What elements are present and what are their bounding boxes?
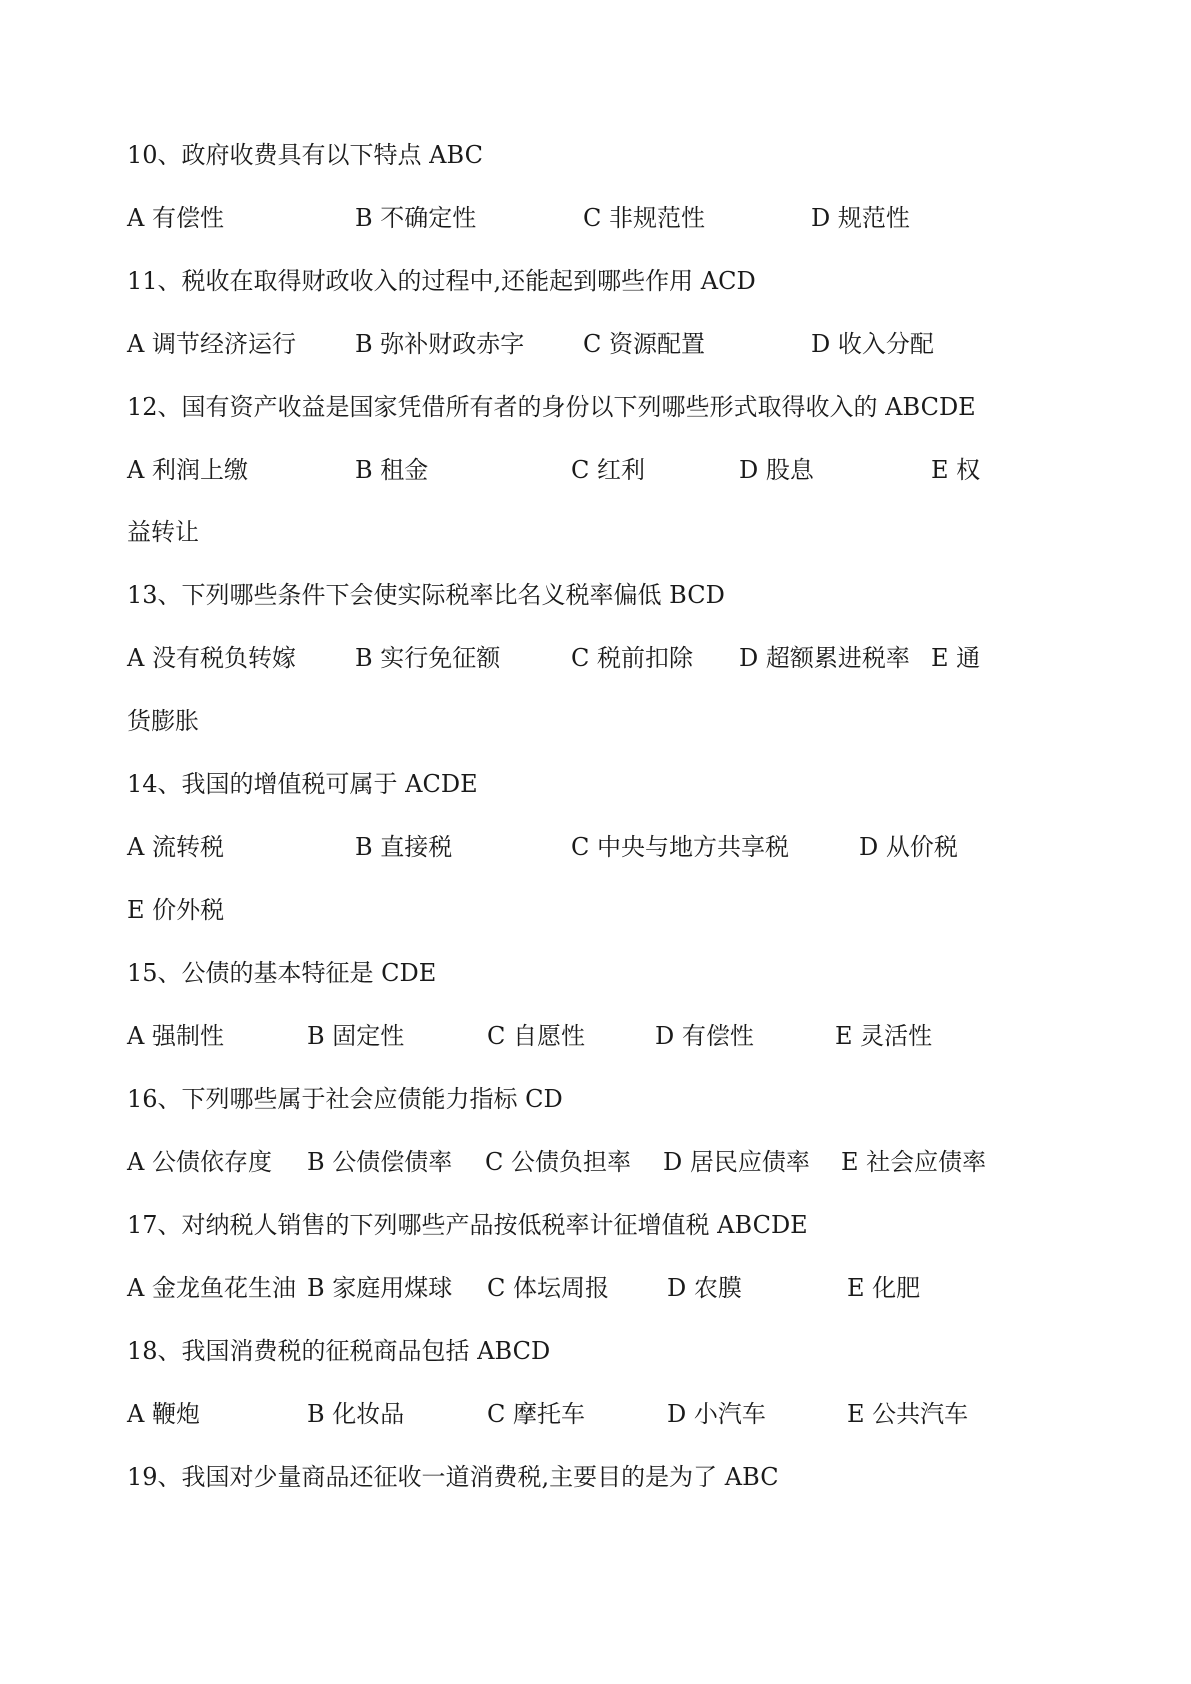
question-17-stem: 17、对纳税人销售的下列哪些产品按低税率计征增值税 ABCDE xyxy=(127,1211,808,1239)
option-a: A 强制性 xyxy=(127,1022,224,1050)
option-a: A 流转税 xyxy=(127,833,224,861)
option-c: C 摩托车 xyxy=(487,1400,585,1428)
option-a: A 调节经济运行 xyxy=(127,330,296,358)
option-b: B 弥补财政赤字 xyxy=(355,330,525,358)
option-d: D 居民应债率 xyxy=(663,1148,810,1176)
option-b: B 公债偿债率 xyxy=(307,1148,453,1176)
option-a: A 鞭炮 xyxy=(127,1400,200,1428)
question-15-options xyxy=(127,1016,1067,1056)
question-19-stem: 19、我国对少量商品还征收一道消费税,主要目的是为了 ABC xyxy=(127,1463,779,1491)
option-e: E 公共汽车 xyxy=(847,1400,969,1428)
question-10-options xyxy=(127,198,1067,238)
option-e: E 通 xyxy=(931,644,981,672)
option-d: D 农膜 xyxy=(667,1274,742,1302)
question-13-continuation: 货膨胀 xyxy=(127,707,199,735)
question-18-stem: 18、我国消费税的征税商品包括 ABCD xyxy=(127,1337,551,1365)
question-11-stem: 11、税收在取得财政收入的过程中,还能起到哪些作用 ACD xyxy=(127,267,756,295)
option-a: A 利润上缴 xyxy=(127,456,248,484)
question-13-stem: 13、下列哪些条件下会使实际税率比名义税率偏低 BCD xyxy=(127,581,725,609)
question-17-options xyxy=(127,1268,1067,1308)
option-a: A 没有税负转嫁 xyxy=(127,644,296,672)
option-c: C 体坛周报 xyxy=(487,1274,609,1302)
option-a: A 有偿性 xyxy=(127,204,224,232)
option-d: D 有偿性 xyxy=(655,1022,754,1050)
question-10-stem: 10、政府收费具有以下特点 ABC xyxy=(127,141,483,169)
option-d: D 规范性 xyxy=(811,204,910,232)
option-b: B 实行免征额 xyxy=(355,644,501,672)
option-b: B 家庭用煤球 xyxy=(307,1274,453,1302)
option-e: E 权 xyxy=(931,456,981,484)
option-d: D 超额累进税率 xyxy=(739,644,910,672)
question-13-options xyxy=(127,638,1067,678)
option-e: E 化肥 xyxy=(847,1274,921,1302)
option-e: E 灵活性 xyxy=(835,1022,933,1050)
option-c: C 红利 xyxy=(571,456,645,484)
question-11-options xyxy=(127,324,1067,364)
question-16-stem: 16、下列哪些属于社会应债能力指标 CD xyxy=(127,1085,563,1113)
question-16-options xyxy=(127,1142,1067,1182)
option-d: D 股息 xyxy=(739,456,814,484)
question-14-continuation: E 价外税 xyxy=(127,896,225,924)
option-a: A 金龙鱼花生油 xyxy=(127,1274,296,1302)
option-c: C 自愿性 xyxy=(487,1022,585,1050)
option-c: C 非规范性 xyxy=(583,204,705,232)
question-14-options xyxy=(127,827,1067,867)
option-b: B 固定性 xyxy=(307,1022,405,1050)
question-14-stem: 14、我国的增值税可属于 ACDE xyxy=(127,770,478,798)
option-b: B 不确定性 xyxy=(355,204,477,232)
question-12-stem: 12、国有资产收益是国家凭借所有者的身份以下列哪些形式取得收入的 ABCDE xyxy=(127,393,976,421)
question-18-options xyxy=(127,1394,1067,1434)
question-12-continuation: 益转让 xyxy=(127,518,199,546)
option-a: A 公债依存度 xyxy=(127,1148,272,1176)
option-c: C 中央与地方共享税 xyxy=(571,833,789,861)
question-12-options xyxy=(127,450,1067,490)
option-c: C 资源配置 xyxy=(583,330,705,358)
option-c: C 税前扣除 xyxy=(571,644,693,672)
option-b: B 直接税 xyxy=(355,833,453,861)
question-15-stem: 15、公债的基本特征是 CDE xyxy=(127,959,437,987)
option-b: B 租金 xyxy=(355,456,429,484)
option-d: D 小汽车 xyxy=(667,1400,766,1428)
option-b: B 化妆品 xyxy=(307,1400,405,1428)
option-d: D 收入分配 xyxy=(811,330,934,358)
option-e: E 社会应债率 xyxy=(841,1148,987,1176)
option-c: C 公债负担率 xyxy=(485,1148,631,1176)
option-d: D 从价税 xyxy=(859,833,958,861)
